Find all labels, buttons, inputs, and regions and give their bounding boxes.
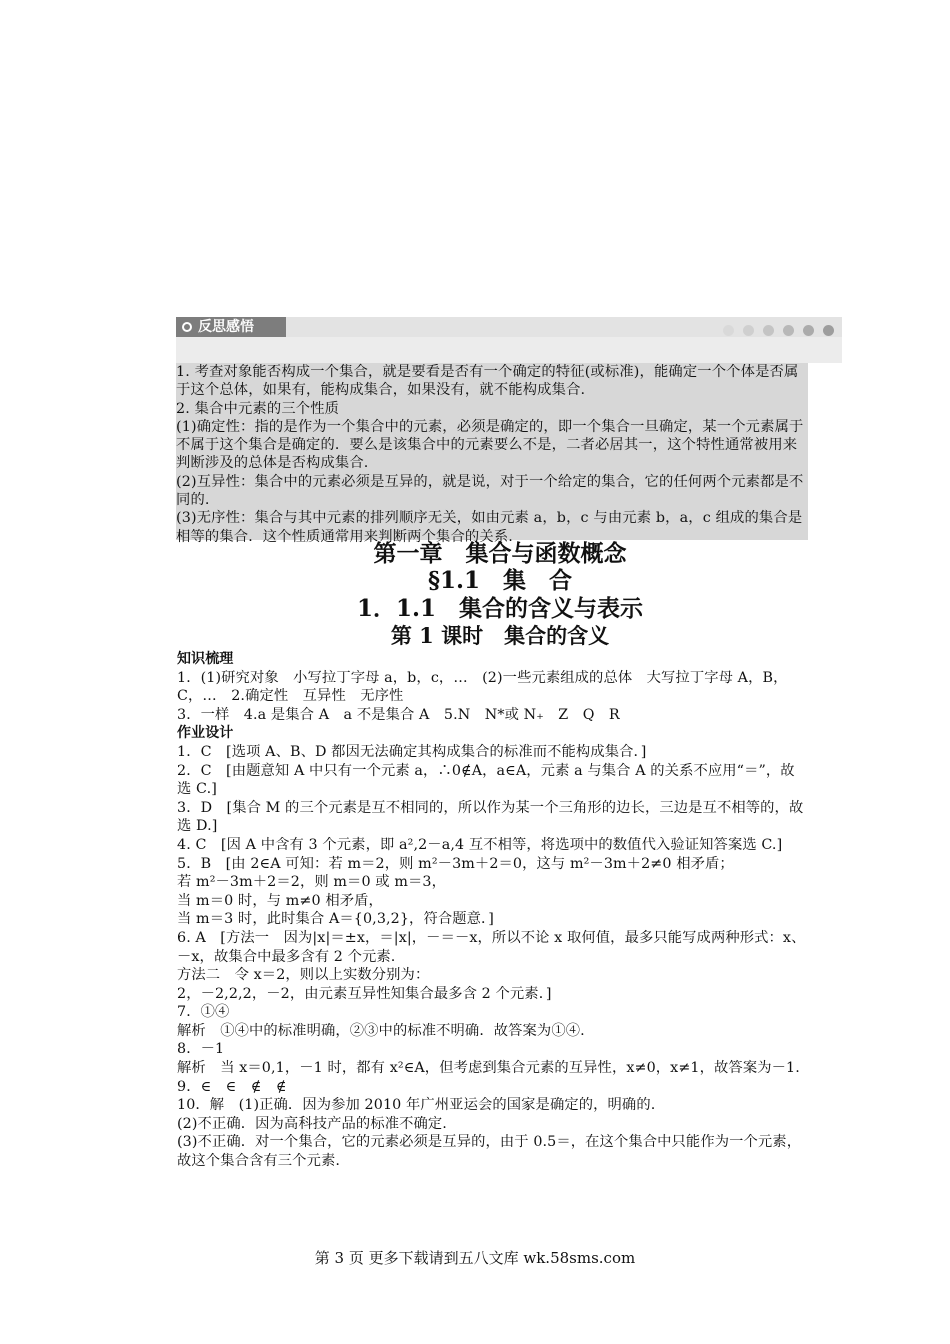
knowledge-line: 1．(1)研究对象 小写拉丁字母 a，b，c，… (2)一些元素组成的总体 大写拉丁字母 A，B，C，… 2.确定性 互异性 无序性 [177,669,788,705]
reflection-box [176,363,808,545]
answer-section [177,650,807,1171]
answer-line: 若 m²－3m＋2＝2，则 m＝0 或 m＝3， [177,874,446,891]
answer-line: 8．－1 [177,1041,225,1058]
reflection-banner [176,317,842,337]
section-title: §1.1 集 合 [427,567,573,594]
banner-dot [783,325,794,336]
answer-line: 2，－2,2,2，－2，由元素互异性知集合最多含 2 个元素．] [177,985,552,1002]
banner-dot [803,325,814,336]
knowledge-line: 3．一样 4.a 是集合 A a 不是集合 A 5.N N*或 N₊ Z Q R [177,706,620,723]
answer-line: 4. C [因 A 中含有 3 个元素，即 a²,2－a,4 互不相等，将选项中的数值代入验证知答案选 C.] [177,836,783,853]
reflection-paragraph: (2)互异性：集合中的元素必须是互异的，就是说，对于一个给定的集合，它的任何两个元素都是不同的. [176,473,804,509]
answer-line: (2)不正确．因为高科技产品的标准不确定. [177,1115,447,1132]
reflection-paragraph: (3)无序性：集合与其中元素的排列顺序无关，如由元素 a，b，c 与由元素 b，a，c 组成的集合是相等的集合．这个性质通常用来判断两个集合的关系. [176,510,803,545]
answer-line: 3．D [集合 M 的三个元素是互不相同的，所以作为某一个三角形的边长，三边是互不相等的，故选 D.] [177,799,804,835]
answer-line: 6. A [方法一 因为|x|＝±x，＝|x|，－＝－x，所以不论 x 取何值，最多只能写成两种形式：x、－x，故集合中最多含有 2 个元素. [177,929,806,965]
banner-underlay [176,337,842,363]
answer-line: 解析 ①④中的标准明确，②③中的标准不明确．故答案为①④. [177,1022,585,1039]
banner-dot [723,325,734,336]
banner-title: 反思感悟 [198,319,254,335]
answer-line: 9．∈ ∈ ∉ ∉ [177,1078,287,1095]
banner-tab [176,317,286,337]
answer-line: 2．C [由题意知 A 中只有一个元素 a，∴0∉A，a∈A，元素 a 与集合 A 的关系不应用“＝”，故选 C.] [177,762,795,798]
banner-dot [743,325,754,336]
banner-dot [763,325,774,336]
subsection-title: 1．1.1 集合的含义与表示 [356,595,644,622]
answer-line: 1．C [选项 A、B、D 都因无法确定其构成集合的标准而不能构成集合．] [177,743,647,760]
homework-heading: 作业设计 [177,725,234,742]
answer-line: 方法二 令 x＝2，则以上实数分别为： [177,967,430,984]
reflection-paragraph: (1)确定性：指的是作为一个集合中的元素，必须是确定的，即一个集合一旦确定，某一个元素属于不属于这个集合是确定的．要么是该集合中的元素要么不是，二者必居其一，这个特性通常被用来判断涉及的总体是否构成集合. [176,418,804,472]
reflection-paragraph: 2. 集合中元素的三个性质 [176,400,340,417]
answer-line: (3)不正确．对一个集合，它的元素必须是互异的，由于 0.5＝，在这个集合中只能作为一个元素，故这个集合含有三个元素. [177,1134,802,1170]
knowledge-heading: 知识梳理 [177,651,234,667]
page-footer: 第 3 页 更多下载请到五八文库 wk.58sms.com [314,1249,636,1267]
answer-line: 5．B [由 2∈A 可知：若 m＝2，则 m²－3m＋2＝0，这与 m²－3m＋2≠0 相矛盾； [177,855,734,872]
target-icon [182,322,192,332]
answer-line: 当 m＝3 时，此时集合 A＝{0,3,2}，符合题意．] [177,911,494,928]
answer-line: 当 m＝0 时，与 m≠0 相矛盾， [177,892,383,909]
answer-line: 解析 当 x＝0,1，－1 时，都有 x²∈A，但考虑到集合元素的互异性，x≠0，x≠1，故答案为－1. [177,1060,800,1077]
reflection-paragraph: 1. 考查对象能否构成一个集合，就是要看是否有一个确定的特征(或标准)，能确定一个个体是否属于这个总体，如果有，能构成集合，如果没有，就不能构成集合. [176,364,799,399]
banner-dot [823,325,834,336]
lesson-title: 第 1 课时 集合的含义 [390,623,610,648]
answer-line: 7．①④ [177,1004,230,1021]
answer-line: 10．解 (1)正确．因为参加 2010 年广州亚运会的国家是确定的，明确的. [177,1097,656,1114]
chapter-title: 第一章 集合与函数概念 [373,540,627,567]
